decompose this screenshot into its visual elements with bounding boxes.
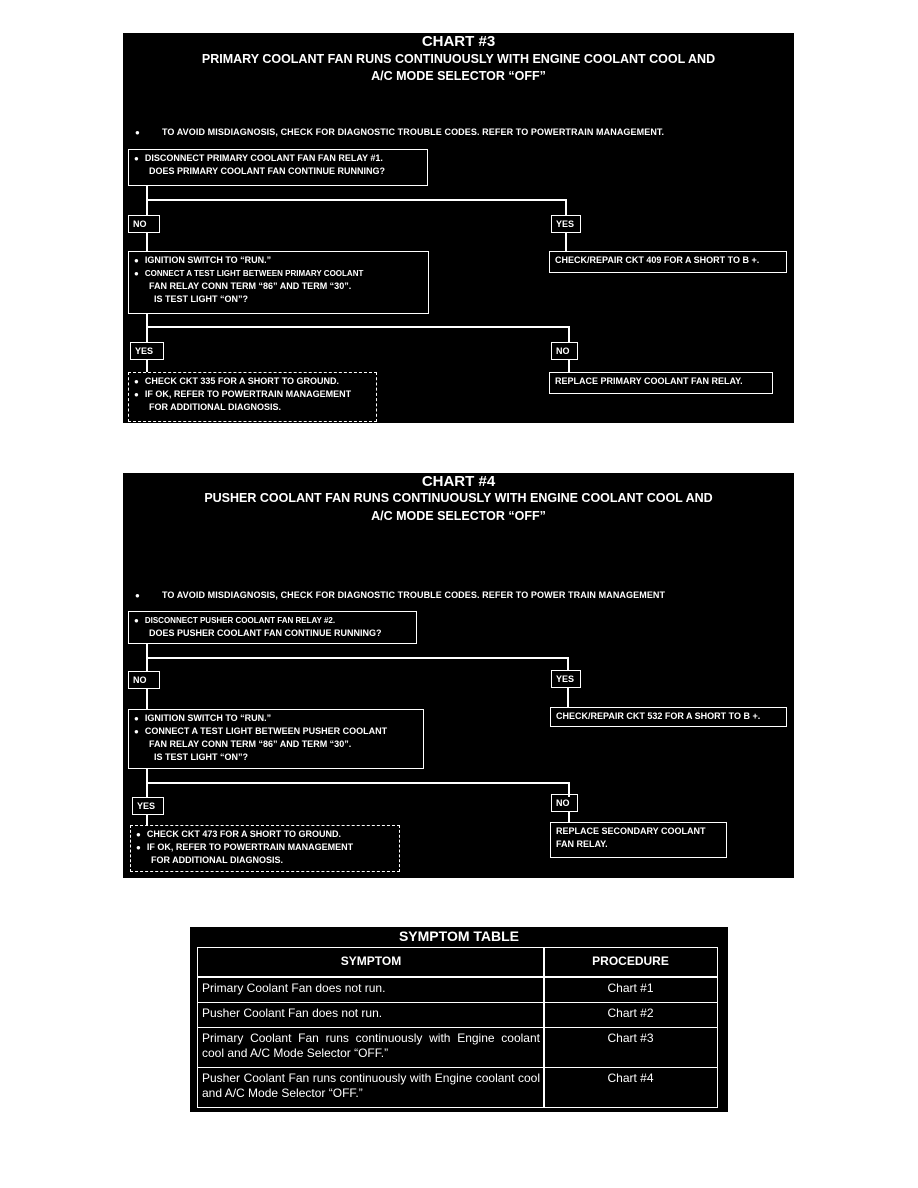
connector bbox=[567, 688, 569, 707]
chart-3-no2-label: NO bbox=[551, 342, 578, 360]
connector bbox=[565, 233, 567, 251]
symptom-header: SYMPTOM bbox=[197, 947, 545, 977]
connector bbox=[146, 233, 148, 251]
chart-4-title: CHART #4 bbox=[421, 473, 496, 490]
chart-4-subtitle-line2: A/C MODE SELECTOR “OFF” bbox=[371, 509, 546, 523]
chart-3-step1-line2: DOES PRIMARY COOLANT FAN CONTINUE RUNNING? bbox=[149, 166, 386, 176]
chart-4-step2-line2: ● CONNECT A TEST LIGHT BETWEEN PUSHER COOLANT bbox=[134, 725, 418, 738]
chart-4-step1-box bbox=[128, 611, 417, 644]
connector bbox=[568, 812, 570, 822]
connector bbox=[568, 360, 570, 372]
chart-3-no2-result-text: REPLACE PRIMARY COOLANT FAN RELAY. bbox=[555, 376, 743, 386]
chart-4-step1-line1: ● DISCONNECT PUSHER COOLANT FAN RELAY #2. bbox=[134, 614, 411, 627]
chart-3-panel bbox=[123, 33, 794, 423]
chart-3-no-label: NO bbox=[128, 215, 160, 233]
table-row-4-procedure: Chart #4 bbox=[543, 1067, 718, 1108]
connector bbox=[146, 689, 148, 709]
chart-4-no2-result-box bbox=[550, 822, 727, 858]
connector bbox=[146, 782, 570, 784]
table-row-3-symptom: Primary Coolant Fan runs continuously with Engine coolant cool and A/C Mode Selector “OFF.” bbox=[197, 1027, 545, 1068]
chart-4-step2-line1: ● IGNITION SWITCH TO “RUN.” bbox=[134, 712, 418, 725]
chart-4-yes-result-box bbox=[550, 707, 787, 727]
chart-4-note-text: TO AVOID MISDIAGNOSIS, CHECK FOR DIAGNOSTIC TROUBLE CODES. REFER TO POWER TRAIN MANAGEMENT bbox=[161, 590, 666, 600]
chart-4-note bbox=[135, 590, 665, 600]
connector bbox=[146, 199, 148, 215]
chart-3-step2-line1: ● IGNITION SWITCH TO “RUN.” bbox=[134, 254, 423, 267]
chart-4-yes2-result-box bbox=[130, 825, 400, 872]
connector bbox=[146, 314, 148, 342]
connector bbox=[568, 326, 570, 342]
chart-4-step2-box bbox=[128, 709, 424, 769]
table-row-2-procedure: Chart #2 bbox=[543, 1002, 718, 1028]
chart-3-yes2-result-box bbox=[128, 372, 377, 422]
chart-3-note-text: TO AVOID MISDIAGNOSIS, CHECK FOR DIAGNOSTIC TROUBLE CODES. REFER TO POWERTRAIN MANAGEMENT. bbox=[161, 127, 665, 137]
chart-3-yes-result-box bbox=[549, 251, 787, 273]
chart-3-step1-box bbox=[128, 149, 428, 186]
chart-4-subtitle-line1: PUSHER COOLANT FAN RUNS CONTINUOUSLY WITH ENGINE COOLANT COOL AND bbox=[204, 491, 713, 505]
table-row-2-symptom: Pusher Coolant Fan does not run. bbox=[197, 1002, 545, 1028]
chart-3-yes2-result-line2: ● IF OK, REFER TO POWERTRAIN MANAGEMENT bbox=[134, 388, 371, 401]
chart-3-subtitle-line2: A/C MODE SELECTOR “OFF” bbox=[371, 69, 546, 83]
chart-3-yes2-result-line1: ● CHECK CKT 335 FOR A SHORT TO GROUND. bbox=[134, 375, 371, 388]
chart-3-step1-line1: ● DISCONNECT PRIMARY COOLANT FAN FAN RELAY #1. bbox=[134, 152, 422, 165]
chart-4-no-label: NO bbox=[128, 671, 160, 689]
chart-3-yes-result-text: CHECK/REPAIR CKT 409 FOR A SHORT TO B +. bbox=[555, 255, 760, 265]
chart-3-step2-line3: FAN RELAY CONN TERM “86” AND TERM “30”. bbox=[149, 281, 352, 291]
chart-4-yes-label: YES bbox=[551, 670, 581, 688]
table-row-1-procedure: Chart #1 bbox=[543, 977, 718, 1003]
chart-4-yes2-result-line3: FOR ADDITIONAL DIAGNOSIS. bbox=[151, 855, 284, 865]
table-row-4-symptom: Pusher Coolant Fan runs continuously with Engine coolant cool and A/C Mode Selector “OFF.” bbox=[197, 1067, 545, 1108]
chart-4-panel bbox=[123, 473, 794, 878]
symptom-table bbox=[190, 927, 728, 1112]
chart-4-yes2-result-line2: ● IF OK, REFER TO POWERTRAIN MANAGEMENT bbox=[136, 841, 394, 854]
chart-3-yes2-result-line3: FOR ADDITIONAL DIAGNOSIS. bbox=[149, 402, 282, 412]
chart-3-step2-line4: IS TEST LIGHT “ON”? bbox=[154, 294, 248, 304]
connector bbox=[146, 815, 148, 825]
chart-3-title: CHART #3 bbox=[421, 33, 496, 50]
chart-3-step2-box bbox=[128, 251, 429, 314]
chart-3-subtitle-line1: PRIMARY COOLANT FAN RUNS CONTINUOUSLY WITH ENGINE COOLANT COOL AND bbox=[201, 52, 716, 66]
chart-3-step2-line2: ● CONNECT A TEST LIGHT BETWEEN PRIMARY COOLANT bbox=[134, 267, 423, 280]
connector bbox=[146, 199, 567, 201]
chart-4-step2-line3: FAN RELAY CONN TERM “86” AND TERM “30”. bbox=[149, 739, 352, 749]
chart-3-no2-result-box bbox=[549, 372, 773, 394]
chart-4-yes-result-text: CHECK/REPAIR CKT 532 FOR A SHORT TO B +. bbox=[556, 711, 761, 721]
connector bbox=[146, 657, 569, 659]
chart-4-no2-result-line1: REPLACE SECONDARY COOLANT bbox=[556, 826, 706, 836]
chart-4-yes2-label: YES bbox=[132, 797, 164, 815]
chart-4-no2-label: NO bbox=[551, 794, 578, 812]
chart-4-no2-result-line2: FAN RELAY. bbox=[556, 839, 608, 849]
chart-4-yes2-result-line1: ● CHECK CKT 473 FOR A SHORT TO GROUND. bbox=[136, 828, 394, 841]
connector bbox=[146, 326, 570, 328]
connector bbox=[146, 360, 148, 372]
chart-4-step2-line4: IS TEST LIGHT “ON”? bbox=[154, 752, 248, 762]
chart-3-yes2-label: YES bbox=[130, 342, 164, 360]
connector bbox=[567, 657, 569, 670]
table-row-3-procedure: Chart #3 bbox=[543, 1027, 718, 1068]
connector bbox=[146, 657, 148, 671]
chart-4-step1-line2: DOES PUSHER COOLANT FAN CONTINUE RUNNING? bbox=[149, 628, 382, 638]
table-row-1-symptom: Primary Coolant Fan does not run. bbox=[197, 977, 545, 1003]
connector bbox=[565, 199, 567, 215]
procedure-header: PROCEDURE bbox=[543, 947, 718, 977]
chart-3-yes-label: YES bbox=[551, 215, 581, 233]
symptom-table-title: SYMPTOM TABLE bbox=[398, 928, 520, 944]
chart-3-note bbox=[135, 127, 664, 137]
